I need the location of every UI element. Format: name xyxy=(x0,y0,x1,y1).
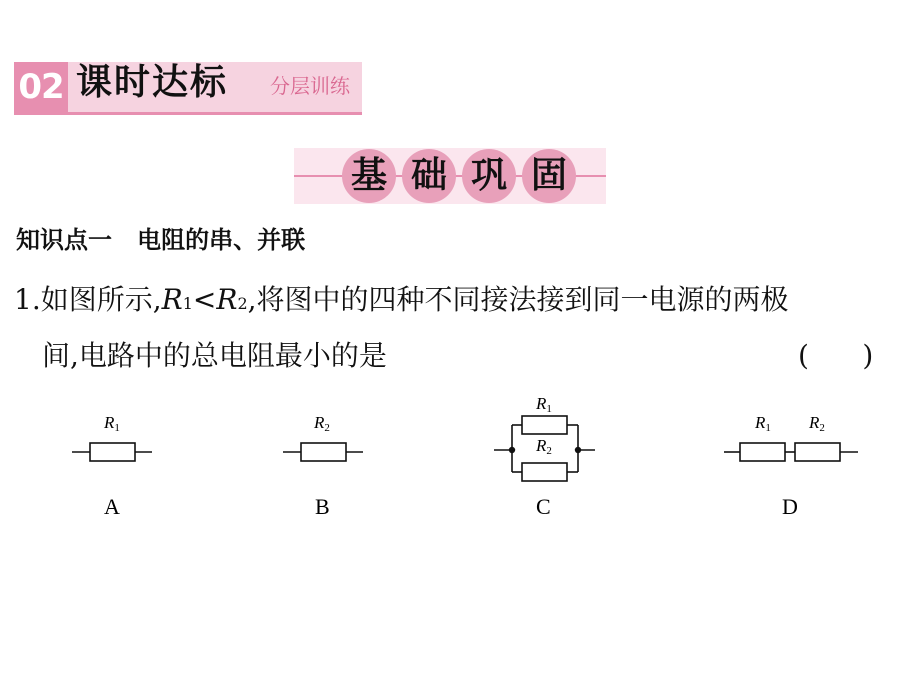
junction-dot-left xyxy=(509,447,515,453)
question-text-post: ,将图中的四种不同接法接到同一电源的两极 xyxy=(247,283,789,316)
knowledge-point-topic: 电阻的串、并联 xyxy=(137,226,306,254)
section-subtitle: 分层训练 xyxy=(270,74,350,98)
banner-char-4: 固 xyxy=(522,149,576,203)
r1-symbol: R xyxy=(161,283,183,316)
option-label-d: D xyxy=(782,494,798,519)
resistor-r1 xyxy=(90,443,135,461)
resistor-r2 xyxy=(301,443,346,461)
circuit-c xyxy=(494,394,595,519)
junction-dot-right xyxy=(575,447,581,453)
question-number: 1. xyxy=(14,283,41,316)
circuit-a xyxy=(72,413,152,519)
resistor-label-r1: R1 xyxy=(536,394,552,415)
section-number: 02 xyxy=(14,62,68,112)
circuit-b xyxy=(283,413,363,519)
banner-char-1: 基 xyxy=(342,149,396,203)
banner-char-3: 巩 xyxy=(462,149,516,203)
resistor-label-r2: R2 xyxy=(314,413,330,434)
answer-blank[interactable]: ( ) xyxy=(798,339,874,372)
resistor-r1-parallel xyxy=(522,416,567,434)
knowledge-point-label: 知识点一 xyxy=(16,226,112,254)
r2-symbol: R xyxy=(216,283,238,316)
option-label-c: C xyxy=(536,494,551,519)
option-label-a: A xyxy=(104,494,120,519)
r2-subscript: 2 xyxy=(237,294,248,313)
resistor-label-r2: R2 xyxy=(809,413,825,434)
less-than-symbol: < xyxy=(192,283,217,316)
resistor-label-r1: R1 xyxy=(755,413,771,434)
resistor-r2-parallel xyxy=(522,463,567,481)
circuit-diagrams xyxy=(0,380,900,530)
resistor-label-r2: R2 xyxy=(536,436,552,457)
question-text-pre: 如图所示, xyxy=(40,283,162,316)
header-underline xyxy=(14,112,362,115)
resistor-r1-series xyxy=(740,443,785,461)
r1-subscript: 1 xyxy=(182,294,193,313)
section-title: 课时达标 xyxy=(76,62,229,103)
knowledge-point-heading xyxy=(16,222,305,258)
resistor-label-r1: R1 xyxy=(104,413,120,434)
resistor-r2-series xyxy=(795,443,840,461)
banner-char-2: 础 xyxy=(402,149,456,203)
question-line-1 xyxy=(14,280,789,324)
option-label-b: B xyxy=(315,494,330,519)
question-line-2: 间,电路中的总电阻最小的是 xyxy=(42,339,387,372)
circuit-d xyxy=(724,413,858,519)
